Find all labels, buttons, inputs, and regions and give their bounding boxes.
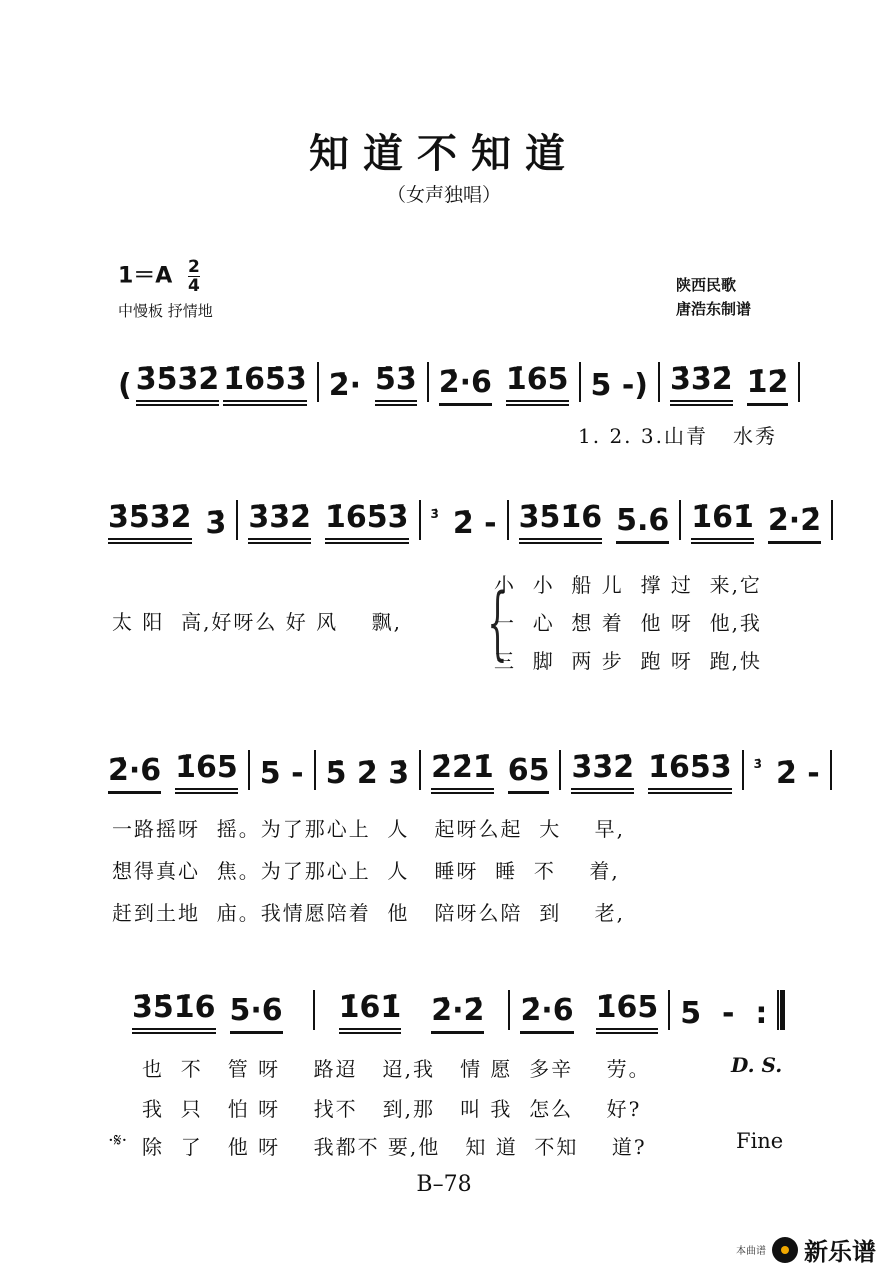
repeat-end-barline bbox=[777, 990, 785, 1030]
note-group: 2̇·2̇ bbox=[431, 994, 484, 1034]
fine-marking: Fine bbox=[736, 1129, 784, 1153]
record-disc-icon bbox=[772, 1237, 798, 1263]
verse-brace: { bbox=[487, 576, 508, 669]
lyric-line: 一 心 想 着 他 呀 他,我 bbox=[494, 611, 762, 635]
note-group: 2̇ - bbox=[775, 756, 820, 791]
staff-row-4 bbox=[132, 986, 785, 1034]
note-group: 2̇ - bbox=[452, 506, 497, 541]
note-group: 1̇65̇3̇ bbox=[325, 501, 409, 544]
note-group: 3̇5̇3̇2̇ bbox=[108, 501, 192, 544]
note-group: 2̇·6 bbox=[108, 754, 161, 794]
note-group: 5̇ 2̇ 3̇ bbox=[325, 756, 410, 791]
note-group: 3̇3̇2̇ bbox=[248, 501, 311, 544]
lyric-line: 三 脚 两 步 跑 呀 跑,快 bbox=[494, 649, 762, 673]
barline bbox=[831, 500, 833, 540]
key: 1＝A bbox=[118, 263, 173, 289]
grace-note: 3̇ bbox=[430, 507, 439, 521]
ds-marking: D. S. bbox=[731, 1053, 783, 1077]
lyric-line: 太 阳 高,好呀么 好 风 飘, bbox=[112, 610, 402, 634]
note-group: 5.6 bbox=[616, 504, 669, 544]
note-group: 65 bbox=[508, 754, 550, 794]
lyric-line: 除 了 他 呀 我都不 要,他 知 道 不知 道? bbox=[142, 1135, 647, 1159]
staff-row-2 bbox=[108, 496, 833, 544]
note-group: 5 - : bbox=[680, 996, 768, 1031]
lyric-line: 小 小 船 儿 撑 过 来,它 bbox=[494, 573, 762, 597]
note-group: 5 -) bbox=[590, 368, 649, 403]
grace-note: 3̇ bbox=[753, 757, 762, 771]
note-group: 3̇5̇3̇2̇ bbox=[136, 363, 220, 406]
time-signature bbox=[188, 258, 200, 295]
note-group: 1̇65 bbox=[596, 991, 659, 1034]
note-group: 2̇·6 bbox=[439, 366, 492, 406]
lyric-line: 一路摇呀 摇。为了那心上 人 起呀么起 大 早, bbox=[112, 817, 626, 841]
page-number: B–78 bbox=[416, 1172, 472, 1197]
note-group: 2̇2̇1̇ bbox=[431, 751, 494, 794]
key-signature bbox=[118, 258, 200, 295]
note-group: 1̇65 bbox=[175, 751, 238, 794]
note-group: 1̇65̇3̇ bbox=[648, 751, 732, 794]
barline bbox=[830, 750, 832, 790]
note-group: 3̇3̇2̇ bbox=[571, 751, 634, 794]
note-group: 5·6 bbox=[230, 994, 283, 1034]
lyric-line: 我 只 怕 呀 找不 到,那 叫 我 怎么 好? bbox=[142, 1097, 642, 1121]
note-group: 3̇5̇1̇6 bbox=[132, 991, 216, 1034]
song-subtitle: （女声独唱） bbox=[386, 184, 501, 206]
watermark-logo bbox=[736, 1232, 876, 1267]
time-top: 2 bbox=[188, 257, 200, 277]
watermark-caption: 本曲谱 bbox=[736, 1246, 766, 1257]
lyric-line: 想得真心 焦。为了那心上 人 睡呀 睡 不 着, bbox=[112, 859, 620, 883]
note-group: 2̇·6 bbox=[520, 994, 573, 1034]
note-group: 3̇5̇1̇6 bbox=[519, 501, 603, 544]
note-group: 1̇65̇3̇ bbox=[223, 363, 307, 406]
arranger: 唐浩东制谱 bbox=[676, 300, 752, 318]
note-group: 2̇· bbox=[328, 368, 361, 403]
lyric-line: 1. 2. 3.山青 水秀 bbox=[578, 424, 778, 448]
lyric-line: 赶到土地 庙。我情愿陪着 他 陪呀么陪 到 老, bbox=[112, 901, 626, 925]
note-group: 1̇65 bbox=[506, 363, 569, 406]
note-group: 5 - bbox=[259, 756, 304, 791]
note-group: 3̇3̇2̇ bbox=[670, 363, 733, 406]
note-group: 1̇61̇ bbox=[691, 501, 754, 544]
note-group: ( bbox=[118, 368, 132, 403]
staff-row-1 bbox=[108, 358, 800, 406]
note-group: 1̇61̇ bbox=[339, 991, 402, 1034]
note-group: 1̇2̇ bbox=[747, 366, 789, 406]
watermark-brand: 新乐谱 bbox=[804, 1238, 876, 1266]
barline bbox=[798, 362, 800, 402]
tempo-marking: 中慢板 抒情地 bbox=[118, 302, 213, 320]
note-group: 3̇ bbox=[205, 506, 227, 541]
origin: 陕西民歌 bbox=[676, 276, 737, 294]
note-group: 5̇3̇ bbox=[375, 363, 417, 406]
segno-sign: ·𝄋· bbox=[108, 1130, 128, 1151]
time-bottom: 4 bbox=[188, 276, 200, 296]
staff-row-3 bbox=[108, 746, 832, 794]
song-title: 知道不知道 bbox=[309, 131, 579, 177]
note-group: 2̇·2̇ bbox=[768, 504, 821, 544]
lyric-line: 也 不 管 呀 路迢 迢,我 情 愿 多辛 劳。 bbox=[142, 1057, 651, 1081]
